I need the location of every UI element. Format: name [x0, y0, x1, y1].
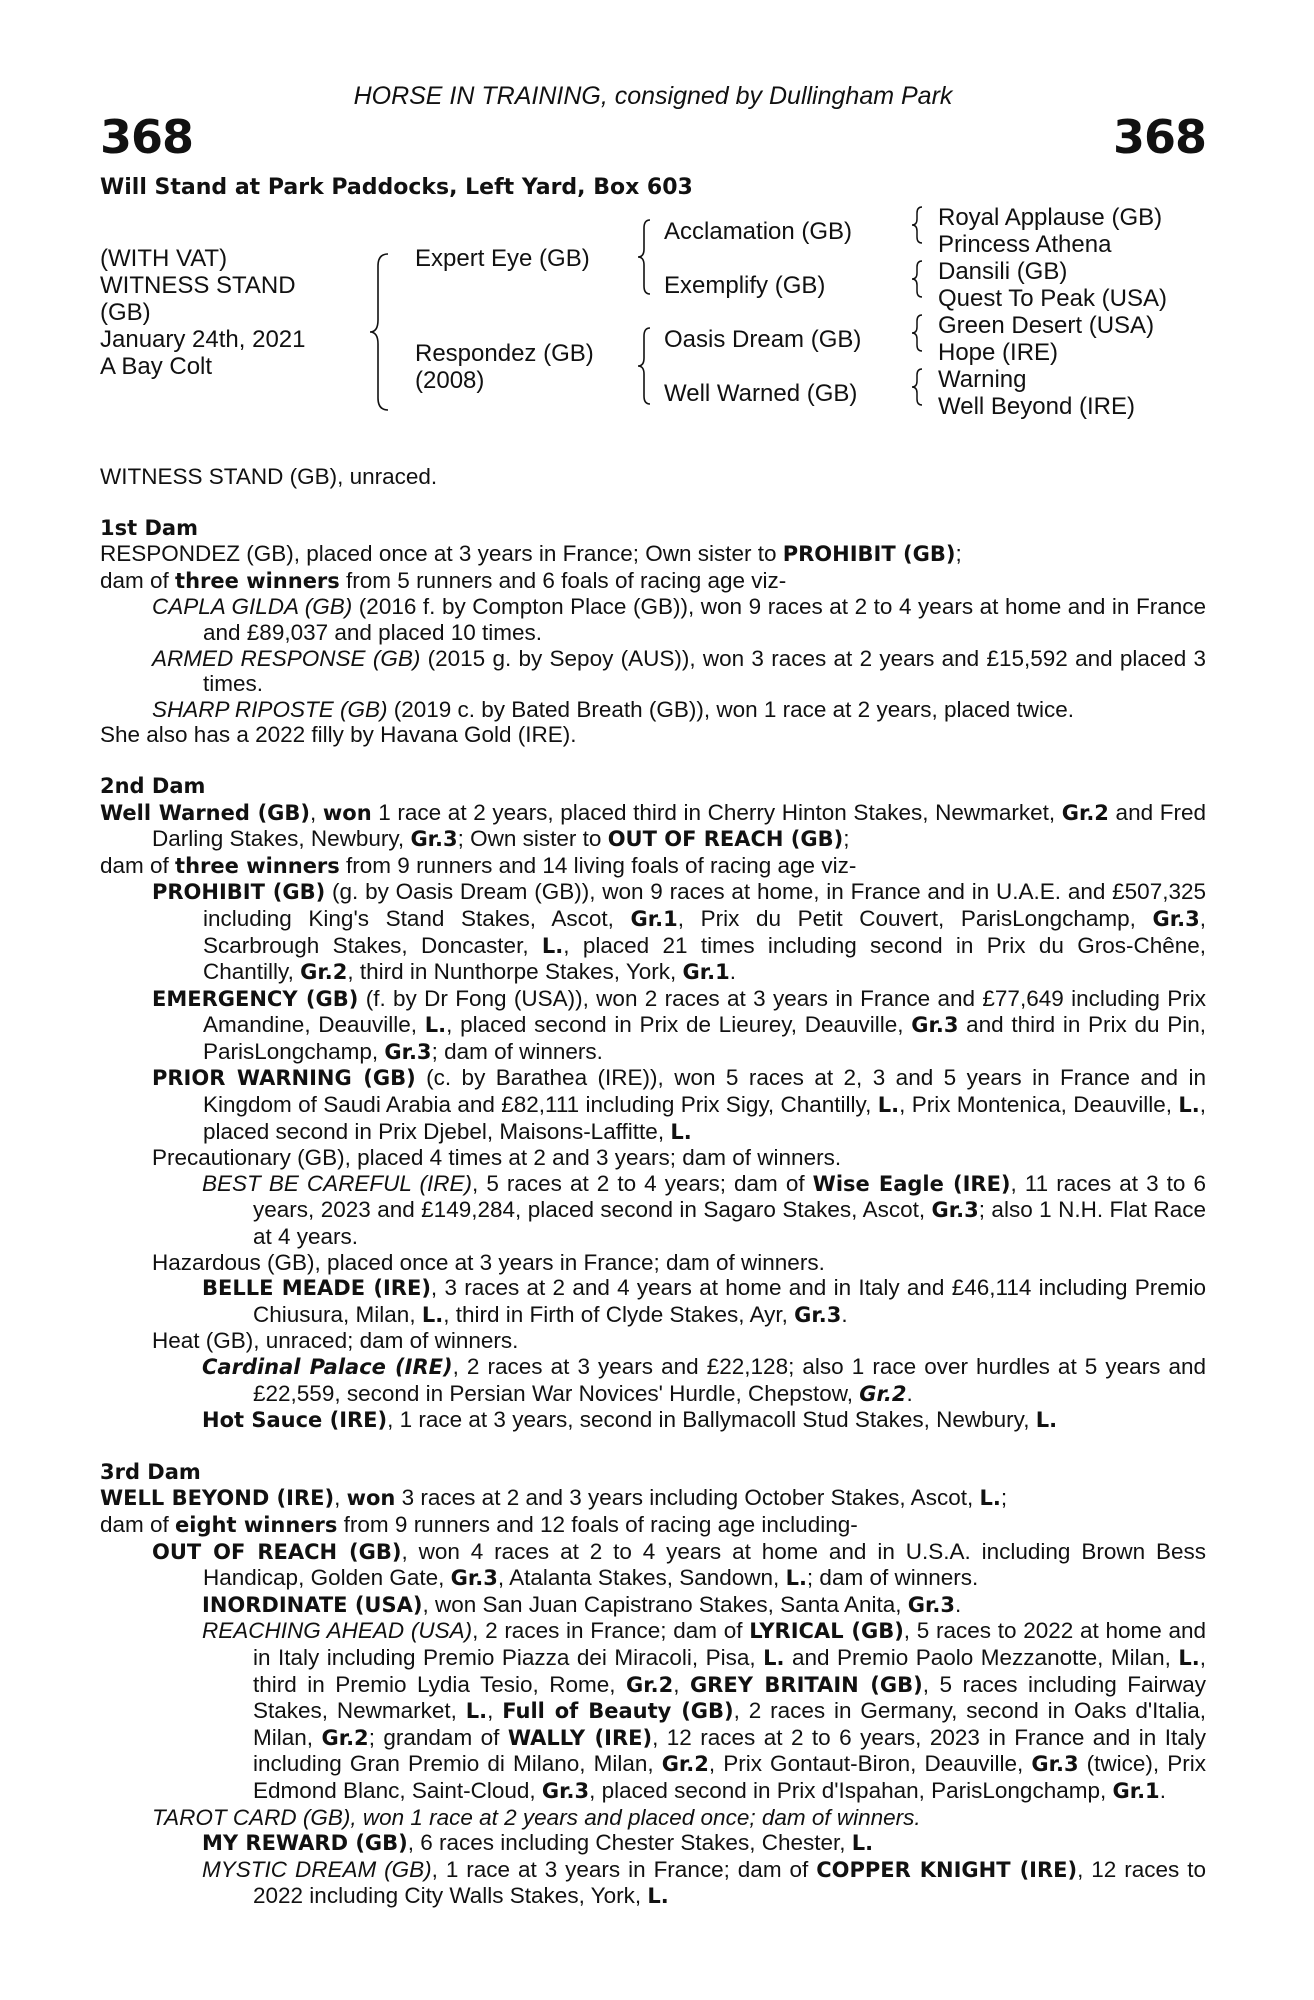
gen3-sd-sire: Dansili (GB) [938, 258, 1068, 285]
dam-dam: Well Warned (GB) [664, 380, 858, 407]
grand-offspring-entry: BELLE MEADE (IRE), 3 races at 2 and 4 years at home and in Italy and £46,114 including Premio Chiusura, Milan, L., third in Firth of Clyde Stakes, Ayr, Gr.3. [202, 1275, 1206, 1327]
gen3-ss-dam: Princess Athena [938, 231, 1112, 258]
box-location: Will Stand at Park Paddocks, Left Yard, Box 603 [100, 175, 693, 200]
grand-offspring-entry: Cardinal Palace (IRE), 2 races at 3 years and £22,128; also 1 race over hurdles at 5 years and £22,559, second in Persian War Novices' Hurdle, Chepstow, Gr.2. [202, 1354, 1206, 1406]
gen3-dd-sire: Warning [938, 366, 1027, 393]
offspring-entry: TAROT CARD (GB), won 1 race at 2 years and placed once; dam of winners. [152, 1804, 921, 1830]
pedigree-notes [100, 464, 1206, 1910]
offspring-entry: EMERGENCY (GB) (f. by Dr Fong (USA)), won 2 races at 3 years in France and £77,649 including Prix Amandine, Deauville, L., placed second in Prix de Lieurey, Deauville, Gr.3 and third in Prix du Pin, ParisLongchamp, Gr.3; dam of winners. [152, 985, 1206, 1064]
sire-dam-brace-icon [368, 252, 390, 412]
lot-number-right: 368 [1112, 110, 1206, 164]
offspring-entry: PRIOR WARNING (GB) (c. by Barathea (IRE)), won 5 races at 2, 3 and 5 years in France and in Kingdom of Saudi Arabia and £82,111 including Prix Sigy, Chantilly, L., Prix Montenica, Deauville, L., placed second in Prix Djebel, Maisons-Laffitte, L. [152, 1065, 1206, 1144]
first-dam-produce: dam of three winners from 5 runners and 6 foals of racing age viz- [100, 567, 787, 593]
consignment-line: HORSE IN TRAINING, consigned by Dullingham Park [353, 82, 953, 110]
gen3-brace-1-icon [910, 205, 924, 245]
foaling-date: January 24th, 2021 [100, 326, 306, 353]
grand-offspring-entry: MYSTIC DREAM (GB), 1 race at 3 years in France; dam of COPPER KNIGHT (IRE), 12 races to 2022 including City Walls Stakes, York, L. [202, 1856, 1206, 1909]
second-dam-record: Well Warned (GB), won 1 race at 2 years, placed third in Cherry Hinton Stakes, Newmarket, Gr.2 and Fred Darling Stakes, Newbury, Gr.3; Own sister to OUT OF REACH (GB); [100, 799, 1206, 852]
gen3-ds-dam: Hope (IRE) [938, 339, 1059, 366]
offspring-entry: Heat (GB), unraced; dam of winners. [152, 1328, 519, 1354]
sire-sire: Acclamation (GB) [664, 218, 853, 245]
gen3-brace-4-icon [910, 367, 924, 407]
third-dam-produce: dam of eight winners from 9 runners and 12 foals of racing age including- [100, 1511, 858, 1537]
horse-description: A Bay Colt [100, 353, 213, 380]
dam-name: Respondez (GB) [415, 340, 594, 367]
dam-year: (2008) [415, 367, 485, 394]
second-dam-produce: dam of three winners from 9 runners and 14 living foals of racing age viz- [100, 852, 857, 878]
offspring-entry: ARMED RESPONSE (GB) (2015 g. by Sepoy (AUS)), won 3 races at 2 years and £15,592 and placed 3 times. [152, 645, 1206, 697]
third-dam-heading: 3rd Dam [100, 1459, 201, 1484]
grand-offspring-entry: BEST BE CAREFUL (IRE), 5 races at 2 to 4 years; dam of Wise Eagle (IRE), 11 races at 3 to 6 years, 2023 and £149,284, placed second in Sagaro Stakes, Ascot, Gr.3; also 1 N.H. Flat Race at 4 years. [202, 1170, 1206, 1250]
second-dam-heading: 2nd Dam [100, 773, 206, 798]
grand-offspring-entry: Hot Sauce (IRE), 1 race at 3 years, second in Ballymacoll Stud Stakes, Newbury, L. [202, 1407, 1058, 1433]
sire-line-brace-icon [636, 218, 652, 296]
gen3-ds-sire: Green Desert (USA) [938, 312, 1155, 339]
dam-line-brace-icon [636, 326, 652, 406]
offspring-entry: OUT OF REACH (GB), won 4 races at 2 to 4 years at home and in U.S.A. including Brown Bess Handicap, Golden Gate, Gr.3, Atalanta Stakes, Sandown, L.; dam of winners. [152, 1538, 1206, 1591]
offspring-entry: PROHIBIT (GB) (g. by Oasis Dream (GB)), won 9 races at home, in France and in U.A.E. and £507,325 including King's Stand Stakes, Ascot, Gr.1, Prix du Petit Couvert, ParisLongchamp, Gr.3, Scarbrough Stakes, Doncaster, L., placed 21 times including second in Prix du Gros-Chêne, Chantilly, Gr.2, third in Nunthorpe Stakes, York, Gr.1. [152, 879, 1207, 985]
gen3-sd-dam: Quest To Peak (USA) [938, 285, 1167, 312]
gen3-ss-sire: Royal Applause (GB) [938, 204, 1163, 231]
horse-name-suffix: (GB) [100, 299, 151, 326]
gen3-brace-3-icon [910, 313, 924, 353]
gen3-dd-dam: Well Beyond (IRE) [938, 393, 1135, 420]
race-summary: WITNESS STAND (GB), unraced. [100, 464, 438, 489]
offspring-entry: CAPLA GILDA (GB) (2016 f. by Compton Place (GB)), won 9 races at 2 to 4 years at home and in France and £89,037 and placed 10 times. [152, 594, 1206, 645]
horse-name: WITNESS STAND [100, 272, 296, 299]
lot-number-left: 368 [100, 110, 194, 164]
third-dam-record: WELL BEYOND (IRE), won 3 races at 2 and 3 years including October Stakes, Ascot, L.; [100, 1485, 1008, 1511]
grand-offspring-entry: INORDINATE (USA), won San Juan Capistrano Stakes, Santa Anita, Gr.3. [202, 1591, 962, 1617]
sire-dam: Exemplify (GB) [664, 272, 826, 299]
grand-offspring-entry: MY REWARD (GB), 6 races including Chester Stakes, Chester, L. [202, 1830, 874, 1856]
first-dam-heading: 1st Dam [100, 515, 198, 540]
first-dam-also: She also has a 2022 filly by Havana Gold (IRE). [100, 722, 577, 748]
gen3-brace-2-icon [910, 259, 924, 299]
first-dam-record: RESPONDEZ (GB), placed once at 3 years in France; Own sister to PROHIBIT (GB); [100, 541, 962, 567]
dam-sire: Oasis Dream (GB) [664, 326, 862, 353]
sire-name: Expert Eye (GB) [415, 245, 590, 272]
offspring-entry: Hazardous (GB), placed once at 3 years in France; dam of winners. [152, 1249, 825, 1275]
offspring-entry: SHARP RIPOSTE (GB) (2019 c. by Bated Breath (GB)), won 1 race at 2 years, placed twice. [152, 696, 1075, 722]
vat-note: (WITH VAT) [100, 245, 228, 272]
grand-offspring-entry: REACHING AHEAD (USA), 2 races in France; dam of LYRICAL (GB), 5 races to 2022 at home and in Italy including Premio Piazza dei Miracoli, Pisa, L. and Premio Paolo Mezzanotte, Milan, L., third in Premio Lydia Tesio, Rome, Gr.2, GREY BRITAIN (GB), 5 races including Fairway Stakes, Newmarket, L., Full of Beauty (GB), 2 races in Germany, second in Oaks d'Italia, Milan, Gr.2; grandam of WALLY (IRE), 12 races at 2 to 6 years, 2023 in France and in Italy including Gran Premio di Milano, Milan, Gr.2, Prix Gontaut-Biron, Deauville, Gr.3 (twice), Prix Edmond Blanc, Saint-Cloud, Gr.3, placed second in Prix d'Ispahan, ParisLongchamp, Gr.1. [202, 1618, 1207, 1803]
offspring-entry: Precautionary (GB), placed 4 times at 2 and 3 years; dam of winners. [152, 1145, 842, 1171]
